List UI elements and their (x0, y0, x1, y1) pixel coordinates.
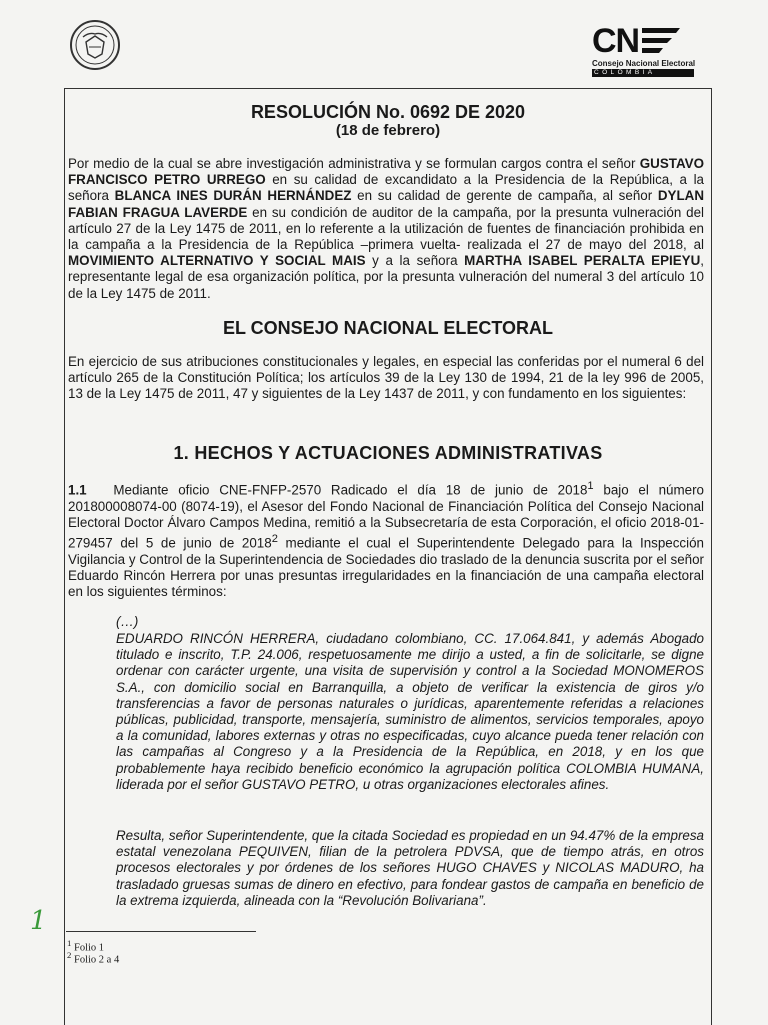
cne-logo-mark: CN (592, 22, 640, 60)
text-run: en su calidad de gerente de campaña, al señor (351, 188, 658, 204)
colombia-coat-of-arms-seal (70, 20, 120, 70)
cne-logo-stripes-icon (642, 28, 680, 54)
bold-text-run: MOVIMIENTO ALTERNATIVO Y SOCIAL MAIS (68, 253, 366, 269)
text-run: bajo el número 201800008074-00 (8074-19), el Asesor del Fondo Nacional de Financiación Política del Consejo Nacional Electoral Doctor Álvaro Campos Medina, remitió a la Subsecretaría de esta Corporación, el oficio 2018-01-279457 del 5 de junio de 2018 (68, 482, 704, 551)
section-heading: 1. HECHOS Y ACTUACIONES ADMINISTRATIVAS (173, 443, 603, 463)
footnote-text: Folio 2 a 4 (71, 954, 120, 966)
footnote-ref: 2 (271, 533, 278, 546)
handwritten-page-mark: 1 (30, 906, 47, 936)
text-run: Por medio de la cual se abre investigación administrativa y se formulan cargos contra el señor (68, 156, 640, 171)
cne-logo-name: Consejo Nacional Electoral (592, 59, 696, 68)
text-run: mediante el cual el Superintendente Delegado para la Inspección Vigilancia y Control de la Superintendencia de Sociedades dio traslado de la denuncia suscrita por el señor Eduardo Rincón Herrera por unas presuntas irregularidades en la financiación de una campaña electoral en los siguientes términos: (68, 535, 704, 600)
text-run: Mediante oficio CNE-FNFP-2570 Radicado el día 18 de junio de 2018 (86, 482, 588, 498)
summary-paragraph (68, 156, 704, 302)
footnote-text: Folio 1 (71, 942, 105, 954)
fact-1-paragraph (68, 478, 704, 600)
bold-text-run: BLANCA INES DURÁN HERNÁNDEZ (114, 188, 352, 204)
quote-paragraph-2: Resulta, señor Superintendente, que la citada Sociedad es propiedad en un 94.47% de la empresa estatal venezolana PEQUIVEN, filian de la petrolera PDVSA, que de tiempo atrás, en otros procesos electorales y por órdenes de los señores HUGO CHAVES y NICOLAS MADURO, ha trasladado gruesas sumas de dinero en efectivo, para fondear gastos de campaña en beneficio de la extrema izquierda, alineada con la “Revolución Bolivariana”. (116, 828, 704, 908)
resolution-title: RESOLUCIÓN No. 0692 DE 2020 (250, 102, 526, 122)
text-run: , representante legal de esa organización política, por la presunta vulneración del numeral 3 del artículo 10 de la Ley 1475 de 2011. (68, 253, 704, 301)
bold-text-run: GUSTAVO FRANCISCO PETRO URREGO (68, 156, 704, 188)
text-run: en su condición de auditor de la campaña, por la presunta vulneración del artículo 27 de la Ley 1475 de 2011, en lo referente a la utilización de fuentes de financiación prohibida en la campaña a la Presidencia de la República –primera vuelta- realizada el 27 de mayo del 2018, al (68, 204, 704, 253)
seal-emblem-icon (72, 22, 118, 68)
footnote-number: 2 (67, 950, 72, 960)
footnote-ref: 1 (587, 480, 594, 492)
bold-text-run: DYLAN FABIAN FRAGUA LAVERDE (68, 188, 704, 220)
bold-text-run: MARTHA ISABEL PERALTA EPIEYU (464, 253, 701, 269)
footnote-2 (67, 949, 119, 967)
bold-text-run: 1.1 (68, 482, 87, 498)
resolution-date: (18 de febrero) (335, 122, 441, 139)
preamble-paragraph: En ejercicio de sus atribuciones constitucionales y legales, en especial las conferidas por el numeral 6 del artículo 265 de la Constitución Política; los artículos 39 de la Ley 130 de 1994, 21 de la ley 996 de 2005, 13 de la Ley 1475 de 2011, 47 y siguientes de la Ley 1437 de 2011, y con fundamento en los siguientes: (68, 354, 704, 402)
footnote-number: 1 (67, 938, 72, 948)
footnote-divider (66, 931, 256, 932)
cne-logo (592, 24, 700, 84)
council-heading: EL CONSEJO NACIONAL ELECTORAL (222, 318, 554, 338)
text-run: en su calidad de excandidato a la Presidencia de la República, a la señora (68, 172, 704, 204)
quote-ellipsis: (…) (116, 614, 139, 629)
text-run: y a la señora (365, 253, 465, 269)
cne-logo-country: COLOMBIA (592, 69, 694, 77)
quote-paragraph-1: EDUARDO RINCÓN HERRERA, ciudadano colombiano, CC. 17.064.841, y además Abogado titulado e inscrito, T.P. 24.006, respetuosamente me dirijo a usted, a fin de solicitarle, se digne ordenar con carácter urgente, una visita de supervisión y control a la Sociedad MONOMEROS S.A., con domicilio social en Barranquilla, a objeto de verificar la existencia de giros y/o transferencias a favor de personas naturales o jurídicas, aparentemente referidas a relaciones públicas, publicidad, transporte, mensajería, suministro de alimentos, servicios temporales, apoyo a la comunidad, labores externas y otras no especificadas, cuyo alcance pueda tener relación con las campañas al Congreso y a la Presidencia de la República, en 2018, y en los que probablemente haya recibido beneficio económico la agrupación política COLOMBIA HUMANA, liderada por el señor GUSTAVO PETRO, u otras organizaciones electorales afines. (116, 631, 704, 792)
